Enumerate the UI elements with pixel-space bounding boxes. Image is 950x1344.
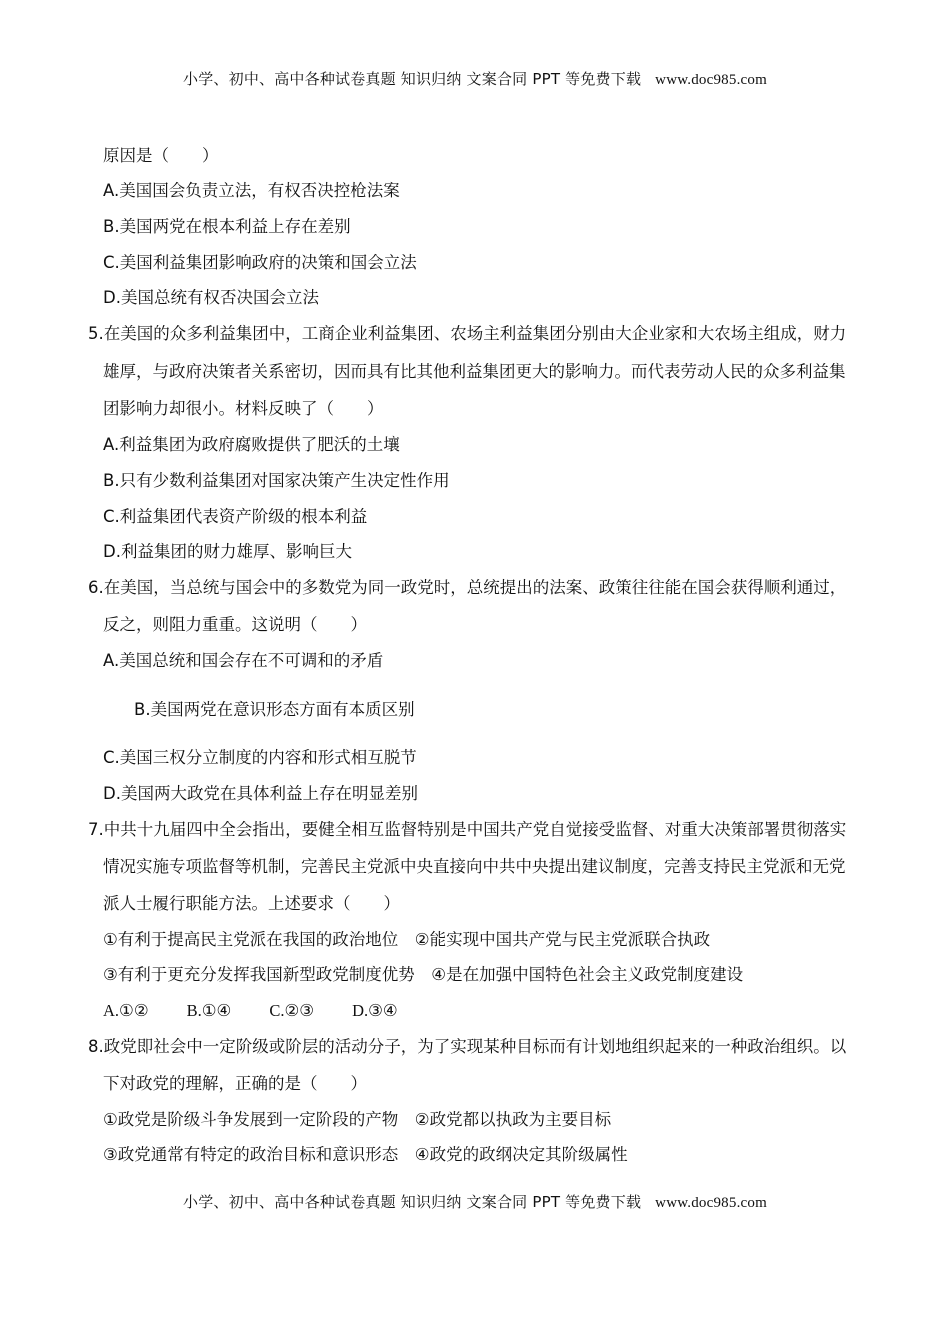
q7-choice-d: D.③④	[352, 1001, 398, 1020]
q6-stem-line-1: 6.在美国，当总统与国会中的多数党为同一政党时，总统提出的法案、政策往往能在国会获得顺利通过，	[88, 578, 847, 597]
q7-stem-line-3: 派人士履行职能方法。上述要求（ ）	[103, 894, 400, 913]
q5-stem-line-3: 团影响力却很小。材料反映了（ ）	[103, 399, 384, 418]
q4-option-a: A.美国国会负责立法，有权否决控枪法案	[103, 181, 400, 200]
q8-statements-1-2: ①政党是阶级斗争发展到一定阶段的产物 ②政党都以执政为主要目标	[103, 1110, 612, 1129]
q4-stem-tail: 原因是（ ）	[103, 146, 219, 165]
q8-statements-3-4: ③政党通常有特定的政治目标和意识形态 ④政党的政纲决定其阶级属性	[103, 1145, 628, 1164]
q4-option-d: D.美国总统有权否决国会立法	[103, 288, 319, 307]
q5-option-a: A.利益集团为政府腐败提供了肥沃的土壤	[103, 435, 400, 454]
q8-stem-line-1: 8.政党即社会中一定阶级或阶层的活动分子，为了实现某种目标而有计划地组织起来的一种政治组织。以	[88, 1037, 847, 1056]
q7-choices	[103, 1001, 436, 1021]
footer-url[interactable]: www.doc985.com	[655, 1195, 767, 1211]
q6-option-b: B.美国两党在意识形态方面有本质区别	[134, 700, 415, 719]
q7-choice-c: C.②③	[269, 1001, 315, 1020]
q7-choice-b: B.①④	[186, 1001, 232, 1020]
q5-option-c: C.利益集团代表资产阶级的根本利益	[103, 507, 368, 526]
q7-statements-3-4: ③有利于更充分发挥我国新型政党制度优势 ④是在加强中国特色社会主义政党制度建设	[103, 965, 744, 984]
q5-stem-line-2: 雄厚，与政府决策者关系密切，因而具有比其他利益集团更大的影响力。而代表劳动人民的众多利益集	[103, 362, 846, 381]
q5-option-d: D.利益集团的财力雄厚、影响巨大	[103, 542, 352, 561]
q4-option-b: B.美国两党在根本利益上存在差别	[103, 217, 351, 236]
footer-text: 小学、初中、高中各种试卷真题 知识归纳 文案合同 PPT 等免费下载	[183, 1193, 642, 1211]
q5-stem-line-1: 5.在美国的众多利益集团中，工商企业利益集团、农场主利益集团分别由大企业家和大农场主组成，财力	[88, 324, 847, 343]
q8-stem-line-2: 下对政党的理解，正确的是（ ）	[103, 1074, 367, 1093]
page-footer	[0, 1191, 950, 1212]
header-text: 小学、初中、高中各种试卷真题 知识归纳 文案合同 PPT 等免费下载	[183, 70, 642, 88]
q7-stem-line-2: 情况实施专项监督等机制，完善民主党派中央直接向中共中央提出建议制度，完善支持民主党派和无党	[103, 857, 846, 876]
q7-stem-line-1: 7.中共十九届四中全会指出，要健全相互监督特别是中国共产党自觉接受监督、对重大决策部署贯彻落实	[88, 820, 847, 839]
q7-statements-1-2: ①有利于提高民主党派在我国的政治地位 ②能实现中国共产党与民主党派联合执政	[103, 930, 711, 949]
page-header	[0, 68, 950, 89]
q6-stem-line-2: 反之，则阻力重重。这说明（ ）	[103, 615, 367, 634]
q6-option-d: D.美国两大政党在具体利益上存在明显差别	[103, 784, 418, 803]
q7-choice-a: A.①②	[103, 1001, 149, 1020]
header-url[interactable]: www.doc985.com	[655, 72, 767, 88]
q4-option-c: C.美国利益集团影响政府的决策和国会立法	[103, 253, 417, 272]
q6-option-a: A.美国总统和国会存在不可调和的矛盾	[103, 651, 384, 670]
q5-option-b: B.只有少数利益集团对国家决策产生决定性作用	[103, 471, 450, 490]
q6-option-c: C.美国三权分立制度的内容和形式相互脱节	[103, 748, 417, 767]
